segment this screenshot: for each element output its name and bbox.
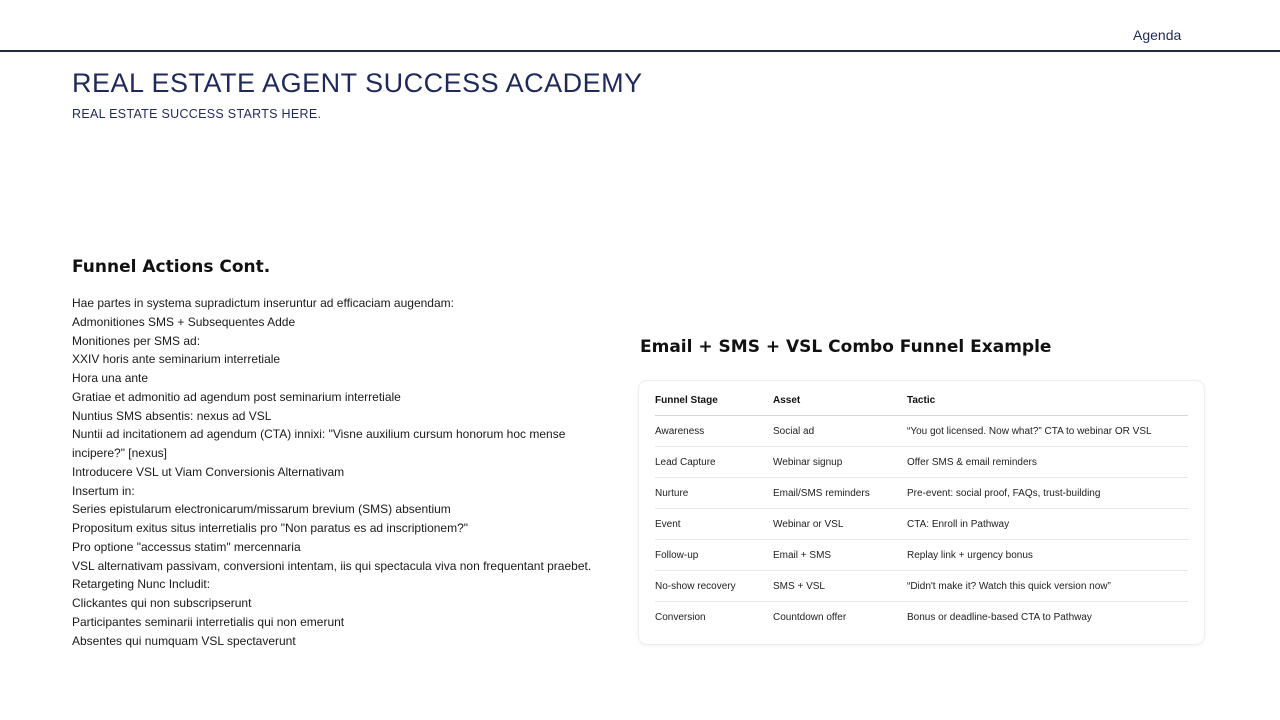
cell-tactic: CTA: Enroll in Pathway (907, 509, 1188, 540)
column-header-asset: Asset (773, 385, 907, 416)
cell-stage: Lead Capture (655, 447, 773, 478)
text-line: Absentes qui numquam VSL spectaverunt (72, 633, 296, 648)
cell-asset: Webinar or VSL (773, 509, 907, 540)
text-line: Pro optione "accessus statim" mercennaria (72, 539, 301, 554)
top-nav-bar (0, 0, 1280, 52)
text-line: Nuntii ad incitationem ad agendum (CTA) innixi: "Visne auxilium cursum honorum hoc mense (72, 427, 566, 442)
cell-stage: Awareness (655, 416, 773, 447)
cell-tactic: Pre-event: social proof, FAQs, trust-building (907, 478, 1188, 509)
cell-stage: Follow-up (655, 540, 773, 571)
text-line: Monitiones per SMS ad: (72, 333, 201, 348)
text-line: Gratiae et admonitio ad agendum post seminarium interretiale (72, 389, 401, 404)
text-line: incipere?" [nexus] (72, 446, 167, 460)
cell-asset: Webinar signup (773, 447, 907, 478)
text-line: Nuntius SMS absentis: nexus ad VSL (72, 408, 272, 423)
column-header-stage: Funnel Stage (655, 385, 773, 416)
cell-stage: No-show recovery (655, 571, 773, 602)
cell-asset: SMS + VSL (773, 571, 907, 602)
text-line: Hora una ante (72, 371, 149, 385)
cell-tactic: Replay link + urgency bonus (907, 540, 1188, 571)
funnel-table-card (639, 381, 1204, 644)
column-header-tactic: Tactic (907, 385, 1188, 416)
table-row (655, 571, 1188, 602)
text-line: Participantes seminarii interretialis qui non emerunt (72, 614, 345, 629)
agenda-link[interactable]: Agenda (1133, 27, 1182, 43)
table-header-row (655, 385, 1188, 416)
text-line: Retargeting Nunc Includit: (72, 577, 211, 592)
text-line: Admonitiones SMS + Subsequentes Adde (72, 314, 296, 329)
funnel-table (655, 385, 1188, 632)
table-row (655, 478, 1188, 509)
cell-asset: Email/SMS reminders (773, 478, 907, 509)
text-line: Clickantes qui non subscripserunt (72, 596, 252, 610)
text-line: Introducere VSL ut Viam Conversionis Alternativam (72, 464, 345, 479)
text-line: VSL alternativam passivam, conversioni intentam, iis qui spectacula viva non frequentant praebet. (72, 558, 592, 573)
cell-tactic: “Didn't make it? Watch this quick version now” (907, 571, 1188, 602)
page-subtitle: REAL ESTATE SUCCESS STARTS HERE. (72, 107, 322, 121)
cell-tactic: Bonus or deadline-based CTA to Pathway (907, 611, 1092, 623)
text-line: Series epistularum electronicarum/missarum brevium (SMS) absentium (72, 502, 451, 517)
funnel-actions-heading: Funnel Actions Cont. (72, 257, 271, 277)
cell-tactic: “You got licensed. Now what?” CTA to webinar OR VSL (907, 416, 1188, 447)
funnel-actions-text (72, 294, 612, 650)
cell-tactic: Offer SMS & email reminders (907, 447, 1188, 478)
combo-funnel-heading: Email + SMS + VSL Combo Funnel Example (640, 337, 1052, 357)
text-line: Insertum in: (72, 483, 135, 498)
text-line: Propositum exitus situs interretialis pro "Non paratus es ad inscriptionem?" (72, 521, 469, 535)
table-row (655, 447, 1188, 478)
cell-stage: Event (655, 509, 773, 540)
cell-stage: Nurture (655, 478, 773, 509)
page-title: REAL ESTATE AGENT SUCCESS ACADEMY (72, 68, 643, 98)
table-row (655, 602, 1188, 633)
text-line: XXIV horis ante seminarium interretiale (72, 352, 281, 367)
cell-stage: Conversion (655, 611, 706, 623)
table-row (655, 509, 1188, 540)
table-row (655, 540, 1188, 571)
table-row (655, 416, 1188, 447)
text-line: Hae partes in systema supradictum inseruntur ad efficaciam augendam: (72, 296, 454, 310)
cell-asset: Email + SMS (773, 540, 907, 571)
cell-asset: Countdown offer (773, 611, 847, 623)
cell-asset: Social ad (773, 416, 907, 447)
